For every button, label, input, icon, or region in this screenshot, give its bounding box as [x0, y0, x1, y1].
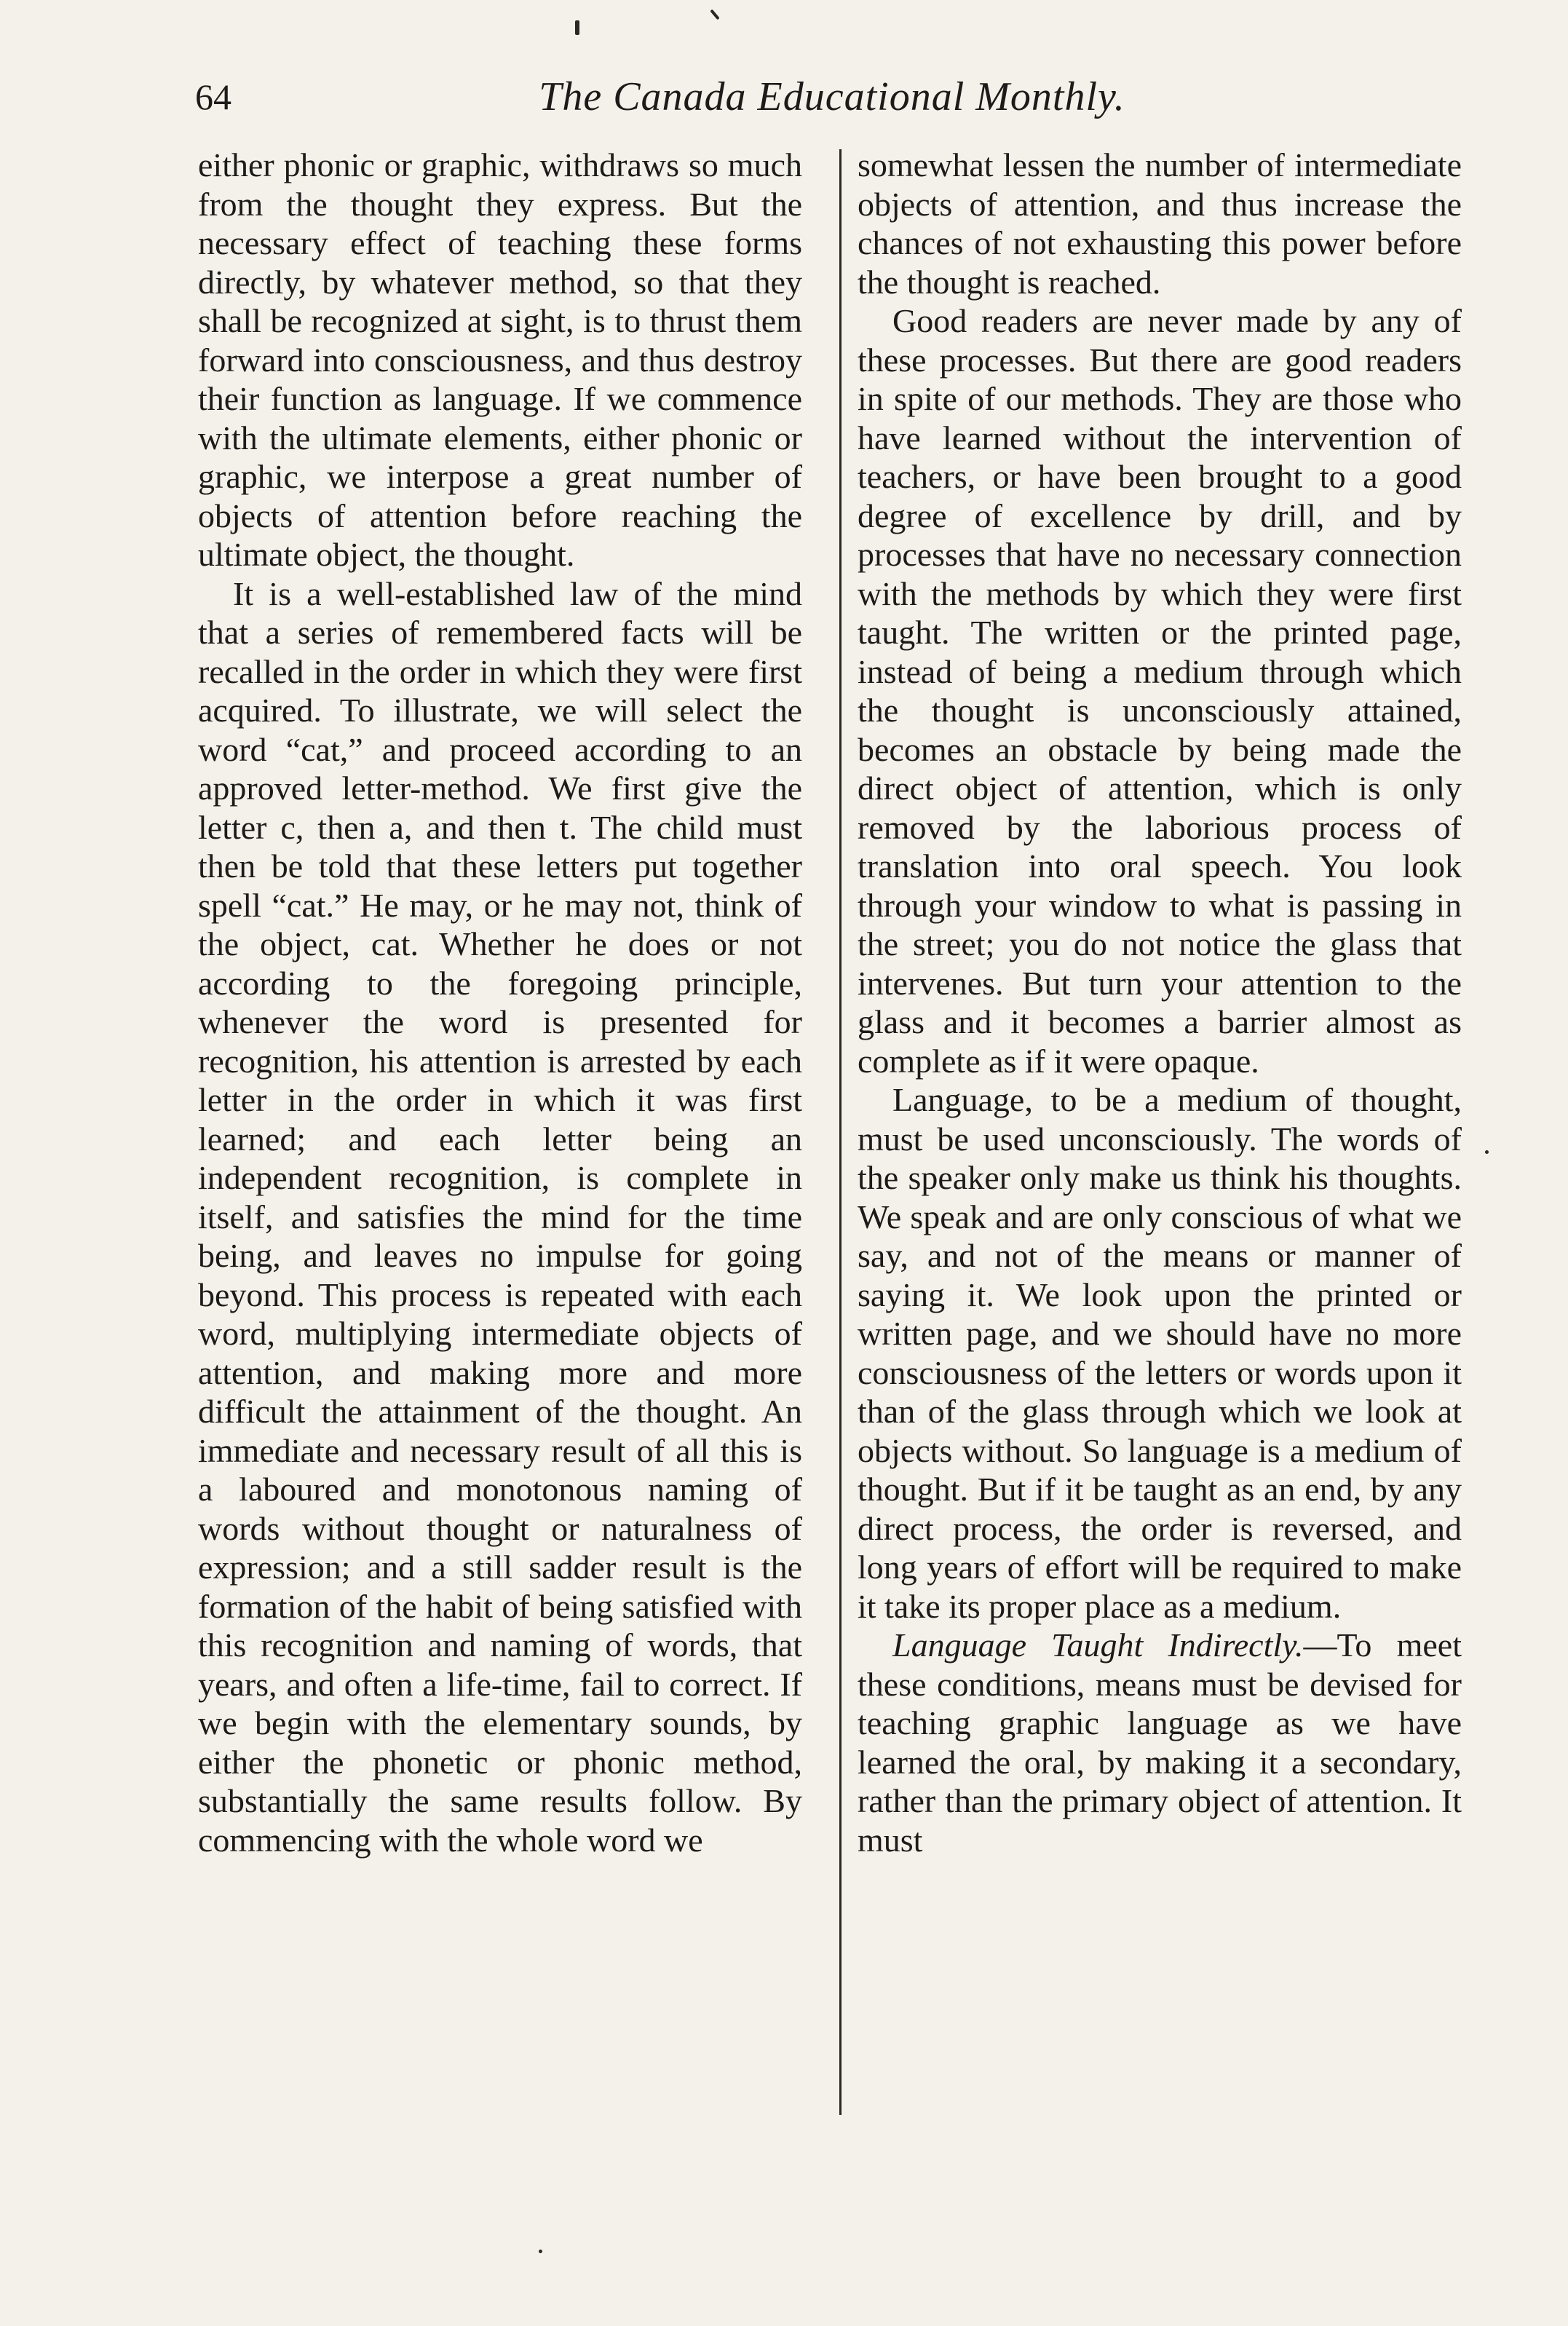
page-header	[195, 64, 1469, 130]
right-column	[858, 146, 1462, 1859]
print-speck	[539, 2250, 542, 2253]
print-speck	[710, 9, 719, 20]
print-speck	[1485, 1150, 1489, 1154]
print-speck	[575, 20, 579, 35]
right-paragraph-3: Language, to be a medium of thought, must be used unconsciously. The words of the speaker only make us think his thoughts. We speak and are only conscious of what we say, and not of the means or manner of saying it. We look upon the printed or written page, and we should have no more consciousness of the letters or words upon it than of the glass through which we look at objects without. So language is a medium of thought. But if it be taught as an end, by any direct process, the order is reversed, and long years of effort will be required to make it take its proper place as a medium.	[858, 1081, 1462, 1625]
left-paragraph-1: either phonic or graphic, withdraws so much from the thought they express. But the necessary effect of teaching these forms directly, by whatever method, so that they shall be recognized at sight, is to thrust them forward into consciousness, and thus destroy their function as language. If we commence with the ultimate elements, either phonic or graphic, we interpose a great number of objects of attention before reaching the ultimate object, the thought.	[198, 146, 802, 573]
right-paragraph-4-text: —To meet these conditions, means must be devised for teaching graphic language as we have learned the oral, by making it a secondary, rather than the primary object of attention. It must	[858, 1626, 1462, 1859]
section-heading-language-taught-indirectly: Language Taught Indirectly.	[892, 1626, 1304, 1664]
left-column	[198, 146, 802, 1859]
left-paragraph-2: It is a well-established law of the mind that a series of remembered facts will be recalled in the order in which they were first acquired. To illustrate, we will select the word “cat,” and proceed according to an approved letter-method. We first give the letter c, then a, and then t. The child must then be told that these letters put together spell “cat.” He may, or he may not, think of the object, cat. Whether he does or not according to the foregoing principle, whenever the word is presented for recognition, his attention is arrested by each letter in the order in which it was first learned; and each letter being an independent recognition, is complete in itself, and satisfies the mind for the time being, and leaves no impulse for going beyond. This process is repeated with each word, multiplying intermediate objects of attention, and making more and more difficult the attainment of the thought. An immediate and necessary result of all this is a laboured and monotonous naming of words without thought or naturalness of expression; and a still sadder result is the formation of the habit of being satisfied with this recognition and naming of words, that years, and often a life-time, fail to correct. If we begin with the elementary sounds, by either the phonetic or phonic method, substantially the same results follow. By commencing with the whole word we	[198, 574, 802, 1859]
page-number: 64	[195, 76, 231, 117]
column-divider	[839, 149, 842, 2115]
right-paragraph-2: Good readers are never made by any of these processes. But there are good readers in spite of our methods. They are those who have learned without the intervention of teachers, or have been brought to a good degree of excellence by drill, and by processes that have no necessary connection with the methods by which they were first taught. The written or the printed page, instead of being a medium through which the thought is unconsciously attained, becomes an obstacle by being made the direct object of attention, which is only removed by the laborious process of translation into oral speech. You look through your window to what is passing in the street; you do not notice the glass that intervenes. But turn your attention to the glass and it becomes a barrier almost as complete as if it were opaque.	[858, 302, 1462, 1080]
running-title: The Canada Educational Monthly.	[539, 74, 1125, 119]
right-paragraph-1: somewhat lessen the number of intermediate objects of attention, and thus increase the chances of not exhausting this power before the thought is reached.	[858, 146, 1462, 301]
right-paragraph-4	[858, 1626, 1462, 1859]
